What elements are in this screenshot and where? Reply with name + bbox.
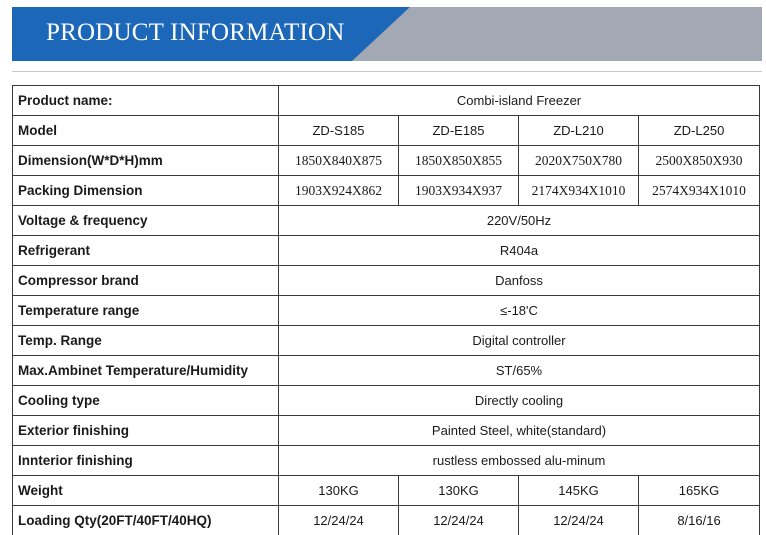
row-label: Refrigerant — [13, 236, 279, 266]
row-packing-dimension — [13, 176, 760, 206]
cell-dimension-2: 1850X850X855 — [399, 146, 519, 176]
row-value: rustless embossed alu-minum — [279, 446, 760, 476]
cell-weight-1: 130KG — [279, 476, 399, 506]
cell-packing-3: 2174X934X1010 — [519, 176, 639, 206]
cell-dimension-3: 2020X750X780 — [519, 146, 639, 176]
cell-packing-1: 1903X924X862 — [279, 176, 399, 206]
row-label: Product name: — [13, 86, 279, 116]
page-title: PRODUCT INFORMATION — [46, 19, 345, 46]
row-product-name — [13, 86, 760, 116]
spec-table — [12, 85, 760, 535]
divider — [12, 71, 762, 72]
row-label: Voltage & frequency — [13, 206, 279, 236]
row-voltage — [13, 206, 760, 236]
cell-loading-4: 8/16/16 — [639, 506, 760, 535]
row-label: Cooling type — [13, 386, 279, 416]
cell-loading-3: 12/24/24 — [519, 506, 639, 535]
row-label: Innterior finishing — [13, 446, 279, 476]
cell-model-3: ZD-L210 — [519, 116, 639, 146]
row-label: Weight — [13, 476, 279, 506]
row-temperature-range — [13, 296, 760, 326]
row-refrigerant — [13, 236, 760, 266]
cell-model-4: ZD-L250 — [639, 116, 760, 146]
row-value: 220V/50Hz — [279, 206, 760, 236]
cell-loading-1: 12/24/24 — [279, 506, 399, 535]
row-cooling-type — [13, 386, 760, 416]
row-ambient — [13, 356, 760, 386]
row-label: Exterior finishing — [13, 416, 279, 446]
row-temp-range — [13, 326, 760, 356]
row-value: Combi-island Freezer — [279, 86, 760, 116]
cell-packing-2: 1903X934X937 — [399, 176, 519, 206]
row-label: Compressor brand — [13, 266, 279, 296]
row-value: Danfoss — [279, 266, 760, 296]
row-exterior — [13, 416, 760, 446]
row-value: ST/65% — [279, 356, 760, 386]
row-value: ≤-18'C — [279, 296, 760, 326]
row-label: Temperature range — [13, 296, 279, 326]
cell-weight-3: 145KG — [519, 476, 639, 506]
row-compressor — [13, 266, 760, 296]
row-value: Digital controller — [279, 326, 760, 356]
cell-dimension-4: 2500X850X930 — [639, 146, 760, 176]
cell-weight-4: 165KG — [639, 476, 760, 506]
cell-dimension-1: 1850X840X875 — [279, 146, 399, 176]
row-interior — [13, 446, 760, 476]
row-label: Loading Qty(20FT/40FT/40HQ) — [13, 506, 279, 535]
row-label: Max.Ambinet Temperature/Humidity — [13, 356, 279, 386]
row-weight — [13, 476, 760, 506]
row-model — [13, 116, 760, 146]
row-value: Painted Steel, white(standard) — [279, 416, 760, 446]
row-label: Temp. Range — [13, 326, 279, 356]
cell-loading-2: 12/24/24 — [399, 506, 519, 535]
row-dimension — [13, 146, 760, 176]
cell-weight-2: 130KG — [399, 476, 519, 506]
cell-model-1: ZD-S185 — [279, 116, 399, 146]
row-value: Directly cooling — [279, 386, 760, 416]
section-banner — [12, 7, 762, 61]
row-value: R404a — [279, 236, 760, 266]
row-loading-qty — [13, 506, 760, 535]
cell-model-2: ZD-E185 — [399, 116, 519, 146]
cell-packing-4: 2574X934X1010 — [639, 176, 760, 206]
row-label: Dimension(W*D*H)mm — [13, 146, 279, 176]
row-label: Model — [13, 116, 279, 146]
row-label: Packing Dimension — [13, 176, 279, 206]
